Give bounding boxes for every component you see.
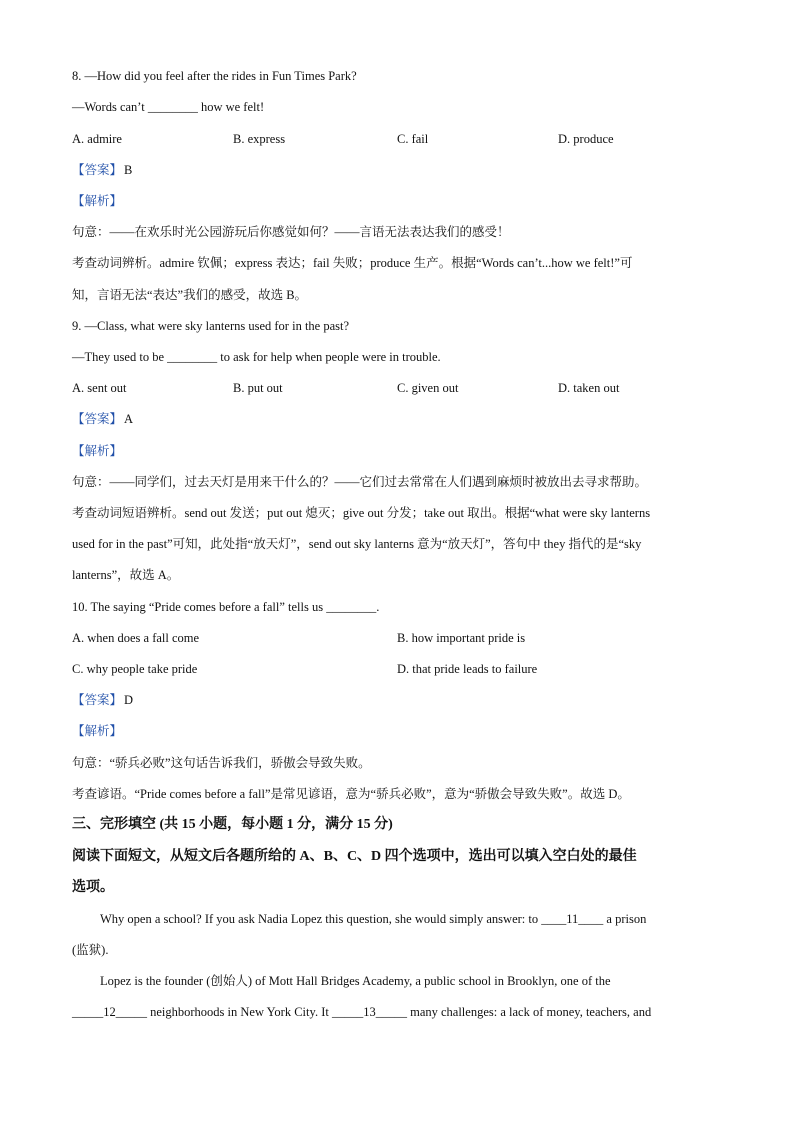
q10-option-a: A. when does a fall come — [72, 631, 200, 645]
q9-explain-3: lanterns”，故选 A。 — [72, 568, 180, 582]
answer-tag: 【答案】 — [72, 693, 123, 707]
q9-question: 9. —Class, what were sky lanterns used for in the past? — [72, 319, 350, 333]
q8-meaning: 句意：——在欢乐时光公园游玩后你感觉如何？——言语无法表达我们的感受！ — [72, 225, 510, 239]
section-instruction-1: 阅读下面短文，从短文后各题所给的 A、B、C、D 四个选项中，选出可以填入空白处的最佳 — [72, 849, 637, 864]
q8-explain-1: 考查动词辨析。admire 钦佩；express 表达；fail 失败；produce 生产。根据“Words can’t...how we felt!”可 — [72, 256, 633, 270]
answer-tag: 【答案】 — [72, 163, 123, 177]
q9-reply: —They used to be ________ to ask for help when people were in trouble. — [72, 350, 441, 364]
q9-meaning: 句意：——同学们，过去天灯是用来干什么的？——它们过去常常在人们遇到麻烦时被放出去寻求帮助。 — [72, 475, 648, 489]
q8-question: 8. —How did you feel after the rides in Fun Times Park? — [72, 69, 357, 83]
q9-option-a: A. sent out — [72, 381, 127, 395]
q9-option-b: B. put out — [233, 381, 283, 395]
q9-option-c: C. given out — [397, 381, 459, 395]
q8-explain-2: 知，言语无法“表达”我们的感受，故选 B。 — [72, 288, 308, 302]
blank-11: ____11____ — [541, 912, 604, 926]
blank-12: _____12_____ — [72, 1005, 147, 1019]
q10-meaning: 句意：“骄兵必败”这句话告诉我们，骄傲会导致失败。 — [72, 756, 371, 770]
passage-line-1: Why open a school? If you ask Nadia Lopez this question, she would simply answer: to ____11____ a prison — [100, 912, 647, 926]
q8-analysis-tag: 【解析】 — [72, 194, 123, 208]
q8-answer-row — [72, 161, 132, 179]
q9-analysis-tag: 【解析】 — [72, 444, 123, 458]
passage-line-4: _____12_____ neighborhoods in New York City. It _____13_____ many challenges: a lack of money, teachers, and — [72, 1005, 652, 1019]
passage-line-2: (监狱). — [72, 943, 109, 957]
q10-option-d: D. that pride leads to failure — [397, 662, 538, 676]
q10-answer: D — [124, 693, 134, 707]
q10-option-b: B. how important pride is — [397, 631, 526, 645]
section-instruction-2: 选项。 — [72, 880, 114, 895]
q9-answer: A — [124, 412, 134, 426]
section-heading: 三、完形填空 (共 15 小题，每小题 1 分，满分 15 分) — [72, 817, 393, 832]
q9-option-d: D. taken out — [558, 381, 620, 395]
q10-option-c: C. why people take pride — [72, 662, 198, 676]
blank-13: _____13_____ — [331, 1005, 407, 1019]
answer-tag: 【答案】 — [72, 412, 123, 426]
q8-answer: B — [124, 163, 133, 177]
q10-question: 10. The saying “Pride comes before a fall” tells us ________. — [72, 600, 380, 614]
q9-explain-1: 考查动词短语辨析。send out 发送；put out 熄灭；give out 分发；take out 取出。根据“what were sky lanterns — [72, 506, 651, 520]
q8-option-d: D. produce — [558, 132, 614, 146]
q10-explain-1: 考查谚语。“Pride comes before a fall”是常见谚语，意为“骄兵必败”，意为“骄傲会导致失败”。故选 D。 — [72, 787, 630, 801]
q9-answer-row — [72, 410, 133, 428]
q8-option-b: B. express — [233, 132, 286, 146]
q9-explain-2: used for in the past”可知，此处指“放天灯”，send out sky lanterns 意为“放天灯”，答句中 they 指代的是“sky — [72, 537, 642, 551]
q8-option-c: C. fail — [397, 132, 429, 146]
q10-answer-row — [72, 691, 133, 709]
q10-analysis-tag: 【解析】 — [72, 724, 123, 738]
passage-line-3: Lopez is the founder (创始人) of Mott Hall Bridges Academy, a public school in Brooklyn, one of the — [100, 974, 611, 988]
q8-reply: —Words can’t ________ how we felt! — [72, 100, 265, 114]
q8-option-a: A. admire — [72, 132, 122, 146]
